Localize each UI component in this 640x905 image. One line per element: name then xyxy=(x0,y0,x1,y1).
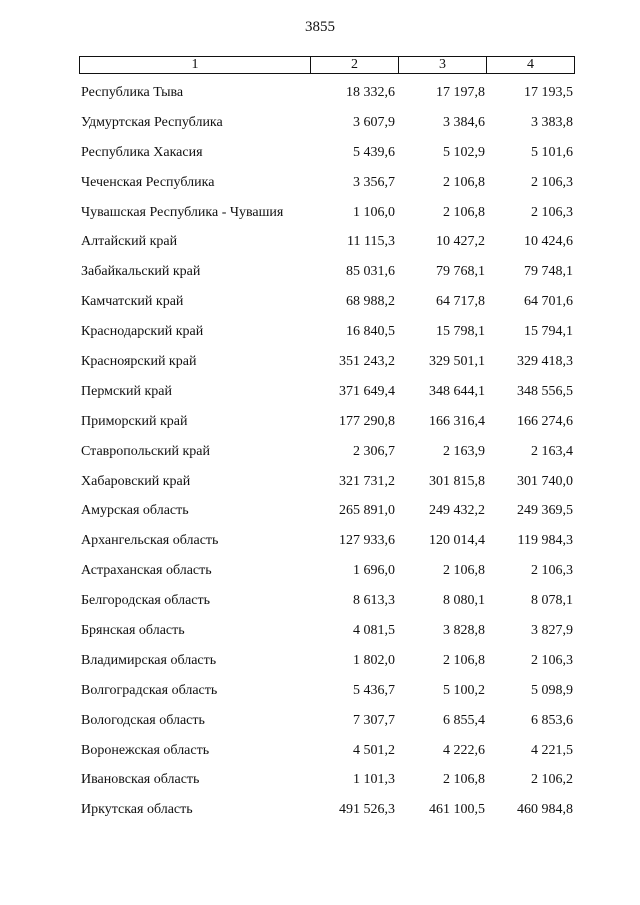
value-col-3: 2 106,8 xyxy=(443,204,485,220)
value-col-2: 127 933,6 xyxy=(339,533,395,549)
value-col-4: 166 274,6 xyxy=(517,413,573,429)
value-col-3: 17 197,8 xyxy=(436,84,485,100)
value-col-2: 4 081,5 xyxy=(353,622,395,638)
value-col-2: 3 607,9 xyxy=(353,114,395,130)
region-name: Хабаровский край xyxy=(81,473,191,489)
value-col-2: 1 802,0 xyxy=(353,652,395,668)
value-col-3: 120 014,4 xyxy=(429,533,485,549)
value-col-2: 7 307,7 xyxy=(353,712,395,728)
value-col-2: 5 439,6 xyxy=(353,144,395,160)
value-col-4: 5 098,9 xyxy=(531,682,573,698)
region-name: Воронежская область xyxy=(81,742,210,758)
value-col-3: 348 644,1 xyxy=(429,383,485,399)
table-row xyxy=(79,227,575,257)
table-row xyxy=(79,168,575,198)
value-col-3: 2 106,8 xyxy=(443,174,485,190)
region-name: Амурская область xyxy=(81,503,189,519)
table-row xyxy=(79,616,575,646)
value-col-3: 5 102,9 xyxy=(443,144,485,160)
value-col-4: 15 794,1 xyxy=(524,324,573,340)
value-col-2: 1 696,0 xyxy=(353,563,395,579)
region-name: Чувашская Республика - Чувашия xyxy=(81,204,284,220)
value-col-2: 18 332,6 xyxy=(346,84,395,100)
value-col-3: 2 106,8 xyxy=(443,563,485,579)
region-name: Камчатский край xyxy=(81,294,184,310)
region-name: Архангельская область xyxy=(81,533,219,549)
region-name: Вологодская область xyxy=(81,712,205,728)
value-col-3: 2 106,8 xyxy=(443,772,485,788)
table-row xyxy=(79,317,575,347)
region-name: Удмуртская Республика xyxy=(81,114,223,130)
table-row xyxy=(79,108,575,138)
value-col-4: 2 163,4 xyxy=(531,443,573,459)
value-col-4: 5 101,6 xyxy=(531,144,573,160)
region-name: Краснодарский край xyxy=(81,324,204,340)
value-col-2: 371 649,4 xyxy=(339,383,395,399)
value-col-3: 15 798,1 xyxy=(436,324,485,340)
region-name: Брянская область xyxy=(81,622,185,638)
value-col-3: 2 106,8 xyxy=(443,652,485,668)
value-col-3: 8 080,1 xyxy=(443,593,485,609)
region-name: Алтайский край xyxy=(81,234,178,250)
value-col-3: 5 100,2 xyxy=(443,682,485,698)
value-col-2: 3 356,7 xyxy=(353,174,395,190)
table-row xyxy=(79,556,575,586)
value-col-4: 2 106,3 xyxy=(531,563,573,579)
value-col-4: 460 984,8 xyxy=(517,802,573,818)
value-col-4: 6 853,6 xyxy=(531,712,573,728)
value-col-4: 17 193,5 xyxy=(524,84,573,100)
table-row xyxy=(79,138,575,168)
value-col-3: 249 432,2 xyxy=(429,503,485,519)
region-name: Приморский край xyxy=(81,413,188,429)
value-col-2: 68 988,2 xyxy=(346,294,395,310)
value-col-2: 16 840,5 xyxy=(346,324,395,340)
value-col-4: 2 106,3 xyxy=(531,204,573,220)
table-row xyxy=(79,586,575,616)
value-col-3: 2 163,9 xyxy=(443,443,485,459)
value-col-2: 8 613,3 xyxy=(353,593,395,609)
region-name: Ставропольский край xyxy=(81,443,210,459)
value-col-3: 461 100,5 xyxy=(429,802,485,818)
value-col-2: 177 290,8 xyxy=(339,413,395,429)
region-name: Забайкальский край xyxy=(81,264,201,280)
table-row xyxy=(79,347,575,377)
value-col-2: 351 243,2 xyxy=(339,353,395,369)
table-row xyxy=(79,198,575,228)
value-col-2: 1 106,0 xyxy=(353,204,395,220)
table-row xyxy=(79,795,575,825)
table-row xyxy=(79,437,575,467)
table-body xyxy=(79,78,575,825)
region-name: Волгоградская область xyxy=(81,682,218,698)
value-col-4: 2 106,3 xyxy=(531,652,573,668)
value-col-4: 348 556,5 xyxy=(517,383,573,399)
value-col-2: 265 891,0 xyxy=(339,503,395,519)
value-col-2: 2 306,7 xyxy=(353,443,395,459)
value-col-2: 11 115,3 xyxy=(347,234,395,250)
table-row xyxy=(79,765,575,795)
value-col-4: 249 369,5 xyxy=(517,503,573,519)
value-col-3: 166 316,4 xyxy=(429,413,485,429)
table-row xyxy=(79,526,575,556)
region-name: Республика Тыва xyxy=(81,84,184,100)
value-col-2: 321 731,2 xyxy=(339,473,395,489)
region-name: Республика Хакасия xyxy=(81,144,203,160)
value-col-2: 85 031,6 xyxy=(346,264,395,280)
value-col-4: 4 221,5 xyxy=(531,742,573,758)
region-name: Белгородская область xyxy=(81,593,211,609)
table-row xyxy=(79,287,575,317)
value-col-3: 329 501,1 xyxy=(429,353,485,369)
column-header-4: 4 xyxy=(527,57,534,72)
column-header-3: 3 xyxy=(399,57,487,73)
page-number: 3855 xyxy=(305,19,335,35)
table-row xyxy=(79,407,575,437)
region-name: Красноярский край xyxy=(81,353,197,369)
value-col-4: 3 383,8 xyxy=(531,114,573,130)
value-col-4: 2 106,3 xyxy=(531,174,573,190)
table-row xyxy=(79,496,575,526)
value-col-4: 64 701,6 xyxy=(524,294,573,310)
value-col-3: 79 768,1 xyxy=(436,264,485,280)
column-header-2: 2 xyxy=(311,57,399,73)
value-col-2: 5 436,7 xyxy=(353,682,395,698)
region-name: Пермский край xyxy=(81,383,172,399)
value-col-4: 2 106,2 xyxy=(531,772,573,788)
value-col-3: 3 384,6 xyxy=(443,114,485,130)
table-row xyxy=(79,736,575,766)
value-col-4: 10 424,6 xyxy=(524,234,573,250)
value-col-3: 10 427,2 xyxy=(436,234,485,250)
value-col-2: 4 501,2 xyxy=(353,742,395,758)
value-col-4: 3 827,9 xyxy=(531,622,573,638)
value-col-3: 4 222,6 xyxy=(443,742,485,758)
table-row xyxy=(79,646,575,676)
value-col-4: 8 078,1 xyxy=(531,593,573,609)
region-name: Владимирская область xyxy=(81,652,217,668)
table-row xyxy=(79,676,575,706)
value-col-2: 1 101,3 xyxy=(353,772,395,788)
value-col-4: 329 418,3 xyxy=(517,353,573,369)
table-row xyxy=(79,257,575,287)
table-row xyxy=(79,467,575,497)
region-name: Астраханская область xyxy=(81,563,212,579)
table-row xyxy=(79,78,575,108)
region-name: Ивановская область xyxy=(81,772,200,788)
value-col-3: 3 828,8 xyxy=(443,622,485,638)
table-row xyxy=(79,377,575,407)
value-col-2: 491 526,3 xyxy=(339,802,395,818)
value-col-4: 79 748,1 xyxy=(524,264,573,280)
region-name: Чеченская Республика xyxy=(81,174,215,190)
column-header-1: 1 xyxy=(80,57,311,73)
value-col-3: 64 717,8 xyxy=(436,294,485,310)
value-col-4: 301 740,0 xyxy=(517,473,573,489)
region-name: Иркутская область xyxy=(81,802,193,818)
value-col-4: 119 984,3 xyxy=(517,533,573,549)
value-col-3: 301 815,8 xyxy=(429,473,485,489)
table-row xyxy=(79,706,575,736)
value-col-3: 6 855,4 xyxy=(443,712,485,728)
table-header xyxy=(79,56,575,74)
